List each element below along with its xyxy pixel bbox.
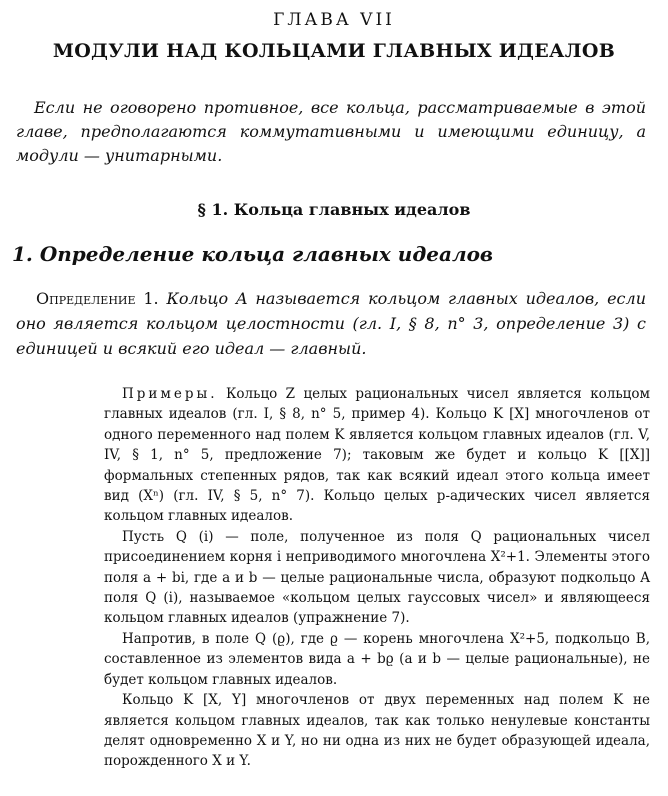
- examples-paragraph-1: [104, 384, 650, 527]
- examples-paragraph-2: Пусть Q (i) — поле, полученное из поля Q рациональных чисел присоединением корня i неприводимого многочлена X²+1. Элементы этого поля a + bi, где a и b — целые рациональные числа, образуют подкольцо A поля Q (i), называемое «кольцом целых гауссовых чисел» и являющееся кольцом главных идеалов (упражнение 7).: [104, 528, 650, 627]
- examples-text-1: Кольцо Z целых рациональных чисел является кольцом главных идеалов (гл. I, § 8, n° 5, пример 4). Кольцо K [X] многочленов от одного переменного над полем K является кольцом главных идеалов (гл. V, IV, § 1, n° 5, предложение 7); таковым же будет и кольцо K [[X]] формальных степенных рядов, так как всякий идеал этого кольца имеет вид (Xⁿ) (гл. IV, § 5, n° 7). Кольцо целых p-адических чисел является кольцом главных идеалов.: [104, 386, 650, 525]
- definition-label: Определение 1.: [36, 289, 159, 308]
- chapter-intro: Если не оговорено противное, все кольца, рассматриваемые в этой главе, предполагаются коммутативными и имеющими единицу, а модули — унитарными.: [16, 98, 646, 165]
- section-heading: § 1. Кольца главных идеалов: [197, 200, 471, 219]
- definition-paragraph: [16, 286, 646, 361]
- subsection-heading: 1. Определение кольца главных идеалов: [12, 242, 494, 266]
- examples-paragraph-4: Кольцо K [X, Y] многочленов от двух переменных над полем K не является кольцом главных идеалов, так как только ненулевые константы делят одновременно X и Y, но ни одна из них не будет образующей идеала, порожденного X и Y.: [104, 692, 650, 770]
- chapter-title: МОДУЛИ НАД КОЛЬЦАМИ ГЛАВНЫХ ИДЕАЛОВ: [52, 40, 616, 62]
- chapter-heading: ГЛАВА VII: [273, 10, 395, 30]
- examples-label: Примеры.: [122, 386, 218, 402]
- definition-text: Кольцо A называется кольцом главных идеалов, если оно является кольцом целостности (гл. I, § 8, n° 3, определение 3) с единицей и всякий его идеал — главный.: [16, 289, 647, 358]
- examples-block: [104, 384, 650, 772]
- examples-paragraph-3: Напротив, в поле Q (ϱ), где ϱ — корень многочлена X²+5, подкольцо B, составленное из элементов вида a + bϱ (a и b — целые рациональные), не будет кольцом главных идеалов.: [104, 630, 650, 688]
